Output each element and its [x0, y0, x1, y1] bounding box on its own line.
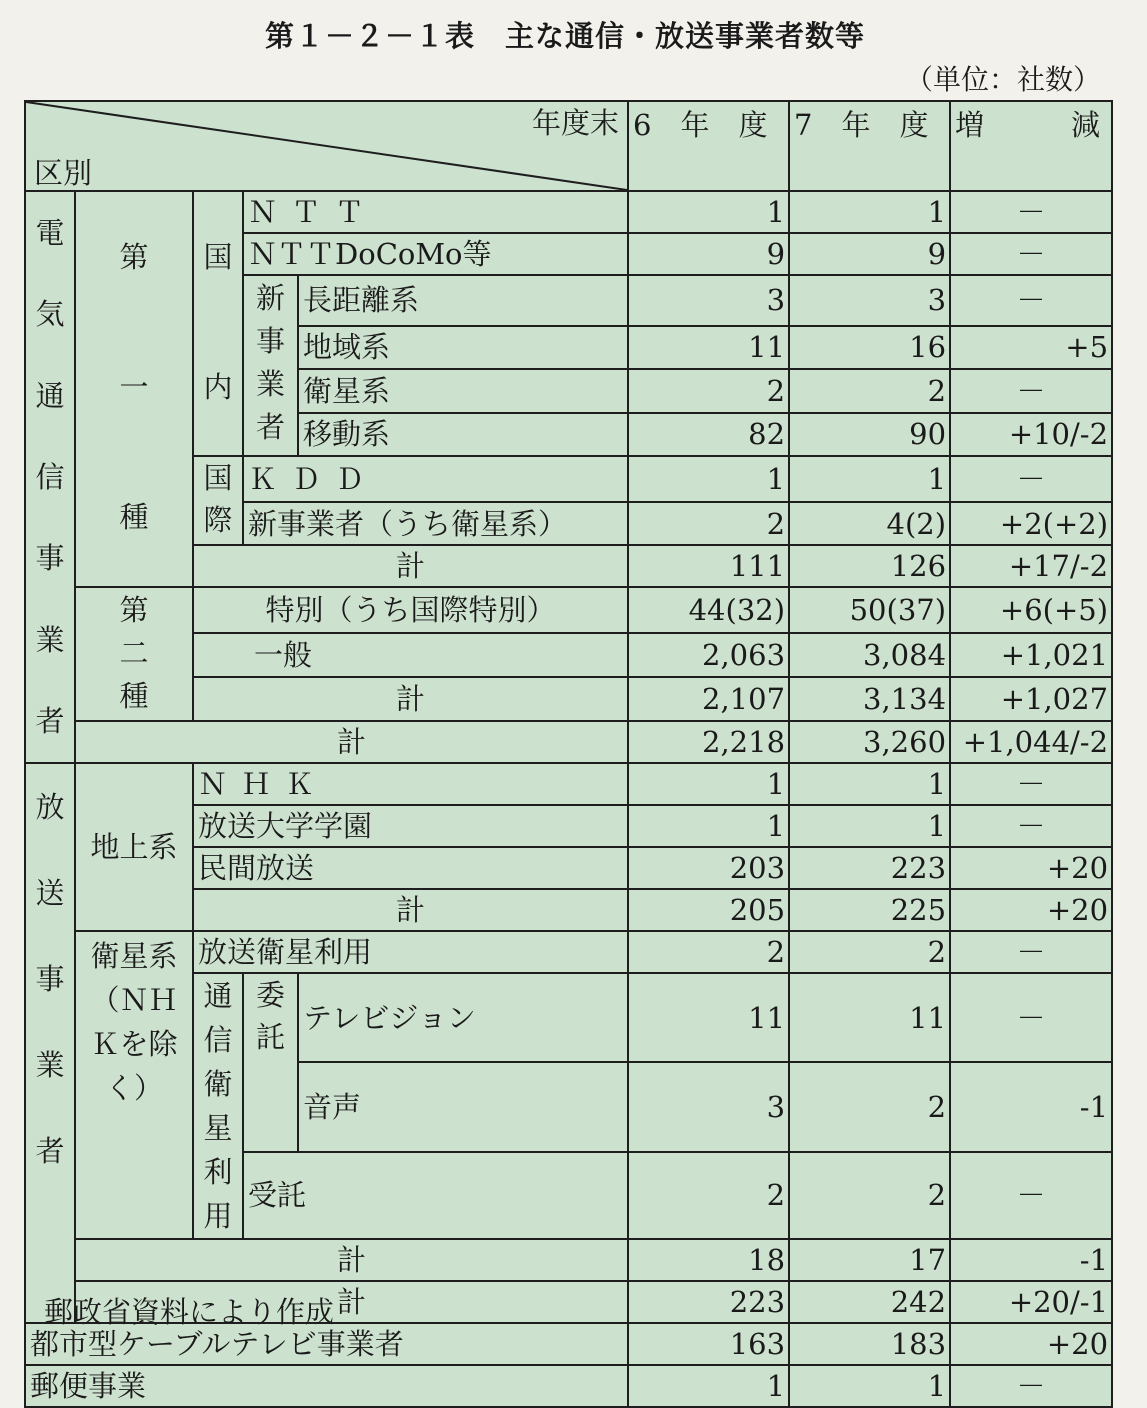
- cell-fy6: 205: [628, 889, 789, 931]
- cell-fy7: 3,260: [789, 721, 950, 763]
- cell-fy6: 3: [628, 1062, 789, 1151]
- row-label: 都市型ケーブルテレビ事業者: [25, 1323, 628, 1365]
- cell-fy7: 9: [789, 233, 950, 275]
- row-label: 放送大学学園: [193, 805, 628, 847]
- cell-fy7: 2: [789, 369, 950, 413]
- col-header-diff: 増 減: [950, 101, 1112, 191]
- col-header-fy7: 7 年 度: [789, 101, 950, 191]
- group-denki: 電 気 通 信 事 業 者: [25, 191, 75, 763]
- row-label: テレビジョン: [298, 973, 628, 1062]
- table-row: [25, 1239, 1112, 1281]
- group-kokusai: 国 際: [193, 456, 243, 545]
- cell-fy7: 16: [789, 326, 950, 370]
- group-eisei: 衛星系（ＮＨＫを除く）: [75, 931, 193, 1239]
- row-label: 計: [193, 545, 628, 587]
- cell-fy7: 3,084: [789, 633, 950, 677]
- cell-fy6: 9: [628, 233, 789, 275]
- cell-diff: +17/-2: [950, 545, 1112, 587]
- cell-fy7: 1: [789, 1365, 950, 1407]
- cell-diff: -1: [950, 1239, 1112, 1281]
- cell-fy7: 3: [789, 275, 950, 326]
- cell-fy6: 1: [628, 805, 789, 847]
- row-label: 計: [193, 889, 628, 931]
- cell-diff: －: [950, 275, 1112, 326]
- cell-diff: －: [950, 233, 1112, 275]
- row-label: 衛星系: [298, 369, 628, 413]
- row-label: ＮＨＫ: [193, 763, 628, 805]
- cell-fy7: 11: [789, 973, 950, 1062]
- cell-fy6: 1: [628, 1365, 789, 1407]
- cell-fy6: 11: [628, 326, 789, 370]
- table-row: [25, 721, 1112, 763]
- source-note: 郵政省資料により作成: [44, 1295, 335, 1329]
- cell-fy7: 1: [789, 191, 950, 233]
- group-itaku: 委 託: [243, 973, 298, 1152]
- corner-top-label: 年度末: [532, 106, 620, 140]
- cell-diff: －: [950, 191, 1112, 233]
- row-label: 受託: [243, 1152, 628, 1239]
- row-label: 計: [75, 1281, 628, 1323]
- cell-fy7: 183: [789, 1323, 950, 1365]
- cell-fy6: 2,107: [628, 677, 789, 721]
- group-shinjigyo: 新 事 業 者: [243, 275, 298, 456]
- row-label: 地域系: [298, 326, 628, 370]
- cell-fy6: 11: [628, 973, 789, 1062]
- cell-diff: +20/-1: [950, 1281, 1112, 1323]
- table-header-row: [25, 101, 1112, 191]
- cell-fy7: 3,134: [789, 677, 950, 721]
- cell-fy7: 1: [789, 763, 950, 805]
- cell-fy7: 50(37): [789, 587, 950, 633]
- cell-fy6: 223: [628, 1281, 789, 1323]
- group-hoso: 放 送 事 業 者: [25, 763, 75, 1323]
- group-kokunai: 国 内: [193, 191, 243, 456]
- cell-fy7: 4(2): [789, 502, 950, 545]
- row-label: ＮＴＴ: [243, 191, 628, 233]
- table-row: [25, 763, 1112, 805]
- cell-fy6: 2,063: [628, 633, 789, 677]
- cell-diff: +1,027: [950, 677, 1112, 721]
- group-dai1: 第 一 種: [75, 191, 193, 587]
- row-label: 特別（うち国際特別）: [193, 587, 628, 633]
- group-chijo: 地上系: [75, 763, 193, 931]
- cell-diff: +5: [950, 326, 1112, 370]
- col-header-fy6: 6 年 度: [628, 101, 789, 191]
- corner-header: [25, 101, 628, 191]
- cell-fy7: 126: [789, 545, 950, 587]
- cell-diff: －: [950, 931, 1112, 973]
- row-label: 計: [75, 721, 628, 763]
- row-label: ＫＤＤ: [243, 456, 628, 502]
- row-label: 計: [193, 677, 628, 721]
- cell-diff: +1,044/-2: [950, 721, 1112, 763]
- cell-fy6: 82: [628, 413, 789, 457]
- row-label: ＮＴＴDoCoMo等: [243, 233, 628, 275]
- cell-fy6: 1: [628, 456, 789, 502]
- cell-fy7: 223: [789, 847, 950, 889]
- cell-fy6: 111: [628, 545, 789, 587]
- cell-diff: －: [950, 763, 1112, 805]
- table-row: [25, 191, 1112, 233]
- group-dai2: 第 二 種: [75, 587, 193, 721]
- cell-fy6: 1: [628, 191, 789, 233]
- cell-fy6: 2: [628, 931, 789, 973]
- cell-diff: -1: [950, 1062, 1112, 1151]
- cell-fy7: 2: [789, 1152, 950, 1239]
- corner-bottom-label: 区別: [34, 156, 93, 190]
- cell-diff: －: [950, 1365, 1112, 1407]
- cell-fy6: 163: [628, 1323, 789, 1365]
- cell-fy7: 225: [789, 889, 950, 931]
- cell-diff: －: [950, 369, 1112, 413]
- cell-fy6: 2: [628, 1152, 789, 1239]
- cell-diff: －: [950, 456, 1112, 502]
- row-label: 音声: [298, 1062, 628, 1151]
- table-row: [25, 1365, 1112, 1407]
- row-label: 移動系: [298, 413, 628, 457]
- cell-fy7: 242: [789, 1281, 950, 1323]
- cell-fy7: 17: [789, 1239, 950, 1281]
- cell-diff: －: [950, 973, 1112, 1062]
- cell-fy6: 2: [628, 502, 789, 545]
- row-label: 長距離系: [298, 275, 628, 326]
- cell-fy7: 2: [789, 931, 950, 973]
- cell-fy7: 1: [789, 456, 950, 502]
- row-label: 一般: [193, 633, 628, 677]
- table-title: 第１－２－１表 主な通信・放送事業者数等: [264, 19, 865, 53]
- unit-note: （単位：社数）: [905, 63, 1102, 96]
- row-label: 放送衛星利用: [193, 931, 628, 973]
- cell-diff: +20: [950, 889, 1112, 931]
- cell-diff: +10/-2: [950, 413, 1112, 457]
- cell-fy6: 18: [628, 1239, 789, 1281]
- row-label: 計: [75, 1239, 628, 1281]
- table-row: [25, 587, 1112, 633]
- cell-fy6: 44(32): [628, 587, 789, 633]
- cell-fy7: 1: [789, 805, 950, 847]
- cell-diff: +20: [950, 1323, 1112, 1365]
- cell-diff: +1,021: [950, 633, 1112, 677]
- cell-fy6: 203: [628, 847, 789, 889]
- row-label: 郵便事業: [25, 1365, 628, 1407]
- row-label: 民間放送: [193, 847, 628, 889]
- cell-diff: －: [950, 1152, 1112, 1239]
- group-tsushin: 通信衛星利用: [193, 973, 243, 1239]
- cell-fy7: 2: [789, 1062, 950, 1151]
- table-row: [25, 931, 1112, 973]
- cell-fy6: 3: [628, 275, 789, 326]
- cell-fy7: 90: [789, 413, 950, 457]
- cell-diff: －: [950, 805, 1112, 847]
- cell-fy6: 2: [628, 369, 789, 413]
- cell-diff: +20: [950, 847, 1112, 889]
- cell-diff: +6(+5): [950, 587, 1112, 633]
- row-label: 新事業者（うち衛星系）: [243, 502, 628, 545]
- cell-diff: +2(+2): [950, 502, 1112, 545]
- data-table: [24, 100, 1113, 1408]
- cell-fy6: 2,218: [628, 721, 789, 763]
- cell-fy6: 1: [628, 763, 789, 805]
